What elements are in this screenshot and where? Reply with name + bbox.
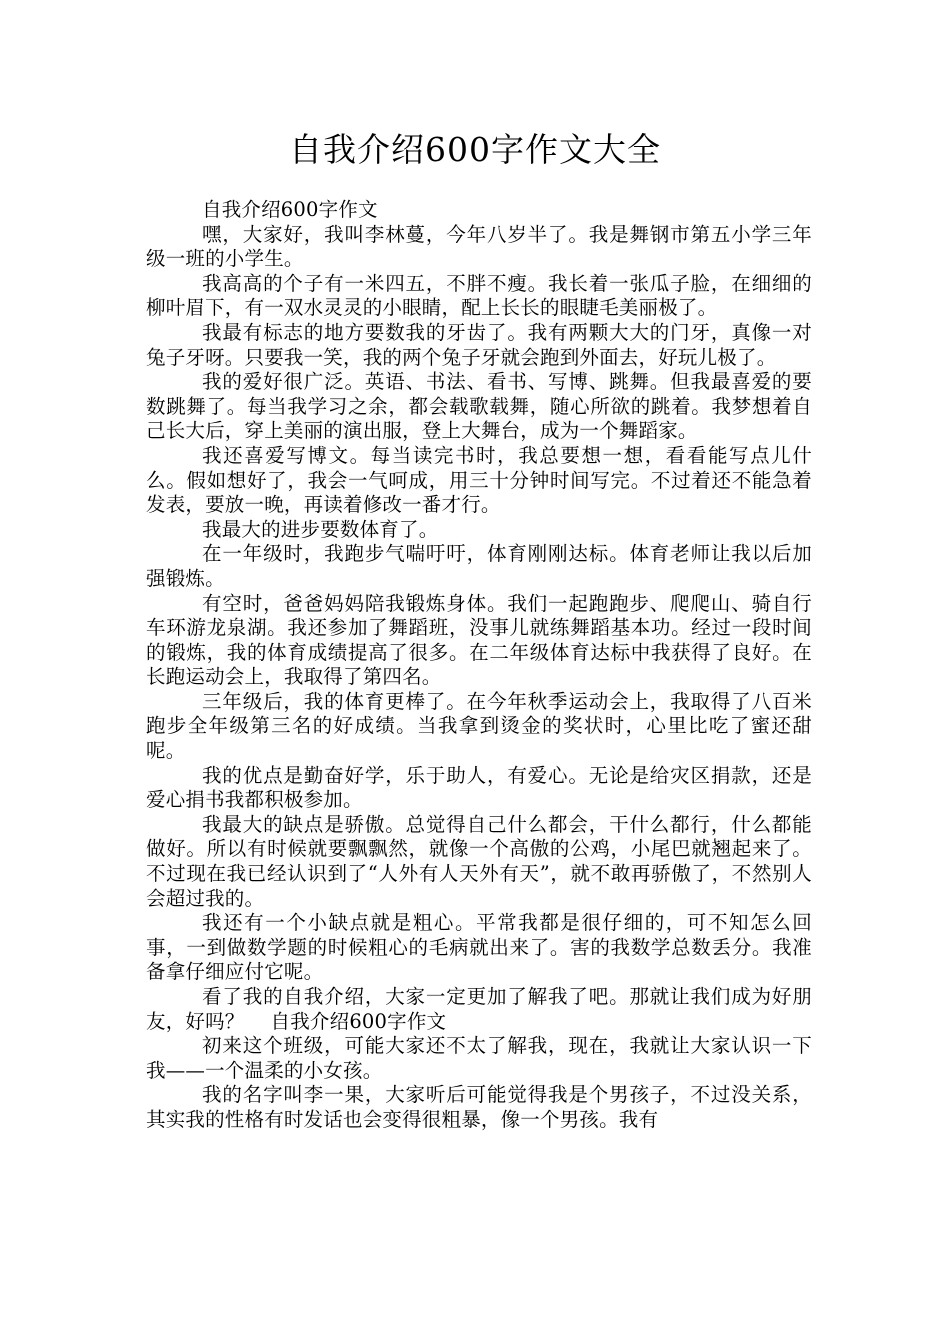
paragraph: 我还有一个小缺点就是粗心。平常我都是很仔细的，可不知怎么回事，一到做数学题的时候粗心的毛病就出来了。害的我数学总数丢分。我准备拿仔细应付它呢。: [146, 911, 812, 984]
paragraph: 在一年级时，我跑步气喘吁吁，体育刚刚达标。体育老师让我以后加强锻炼。: [146, 542, 812, 590]
paragraph: 三年级后，我的体育更棒了。在今年秋季运动会上，我取得了八百米跑步全年级第三名的好成绩。当我拿到烫金的奖状时，心里比吃了蜜还甜呢。: [146, 689, 812, 763]
paragraph-with-heading: [146, 985, 812, 1034]
paragraph: 我高高的个子有一米四五，不胖不瘦。我长着一张瓜子脸，在细细的柳叶眉下，有一双水灵灵的小眼睛，配上长长的眼睫毛美丽极了。: [146, 271, 812, 320]
paragraph: 初来这个班级，可能大家还不太了解我，现在，我就让大家认识一下我——一个温柔的小女孩。: [146, 1034, 812, 1082]
paragraph: 我最大的缺点是骄傲。总觉得自己什么都会，干什么都行，什么都能做好。所以有时候就要飘飘然，就像一个高傲的公鸡，小尾巴就翘起来了。不过现在我已经认识到了“人外有人天外有天”，就不敢再骄傲了，不然别人会超过我的。: [146, 812, 812, 910]
paragraph: 我最大的进步要数体育了。: [202, 517, 439, 541]
paragraph-text: 看了我的自我介绍，大家一定更加了解我了吧。那就让我们成为好朋友，好吗？: [146, 985, 812, 1033]
paragraph: 有空时，爸爸妈妈陪我锻炼身体。我们一起跑跑步、爬爬山、骑自行车环游龙泉湖。我还参加了舞蹈班，没事儿就练舞蹈基本功。经过一段时间的锻炼，我的体育成绩提高了很多。在二年级体育达标中我获得了良好。在长跑运动会上，我取得了第四名。: [146, 591, 812, 689]
document-title: 自我介绍600字作文大全: [289, 130, 661, 169]
inline-section-heading: 自我介绍600字作文: [270, 1009, 447, 1033]
document-body: [146, 198, 812, 1133]
paragraph: 我的爱好很广泛。英语、书法、看书、写博、跳舞。但我最喜爱的要数跳舞了。每当我学习之余，都会载歌载舞，随心所欲的跳着。我梦想着自己长大后，穿上美丽的演出服，登上大舞台，成为一个舞蹈家。: [146, 370, 812, 443]
section-heading: 自我介绍600字作文: [202, 198, 378, 221]
paragraph: 我的优点是勤奋好学，乐于助人，有爱心。无论是给灾区捐款，还是爱心捐书我都积极参加。: [146, 763, 812, 812]
paragraph: 我的名字叫李一果，大家听后可能觉得我是个男孩子，不过没关系，其实我的性格有时发话也会变得很粗暴，像一个男孩。我有: [146, 1083, 812, 1131]
paragraph: 我还喜爱写博文。每当读完书时，我总要想一想，看看能写点儿什么。假如想好了，我会一气呵成，用三十分钟时间写完。不过着还不能急着发表，要放一晚，再读着修改一番才行。: [146, 443, 812, 517]
paragraph: 我最有标志的地方要数我的牙齿了。我有两颗大大的门牙，真像一对兔子牙呀。只要我一笑，我的两个兔子牙就会跑到外面去，好玩儿极了。: [146, 320, 812, 369]
paragraph: 嘿，大家好，我叫李林蔓，今年八岁半了。我是舞钢市第五小学三年级一班的小学生。: [146, 222, 812, 271]
